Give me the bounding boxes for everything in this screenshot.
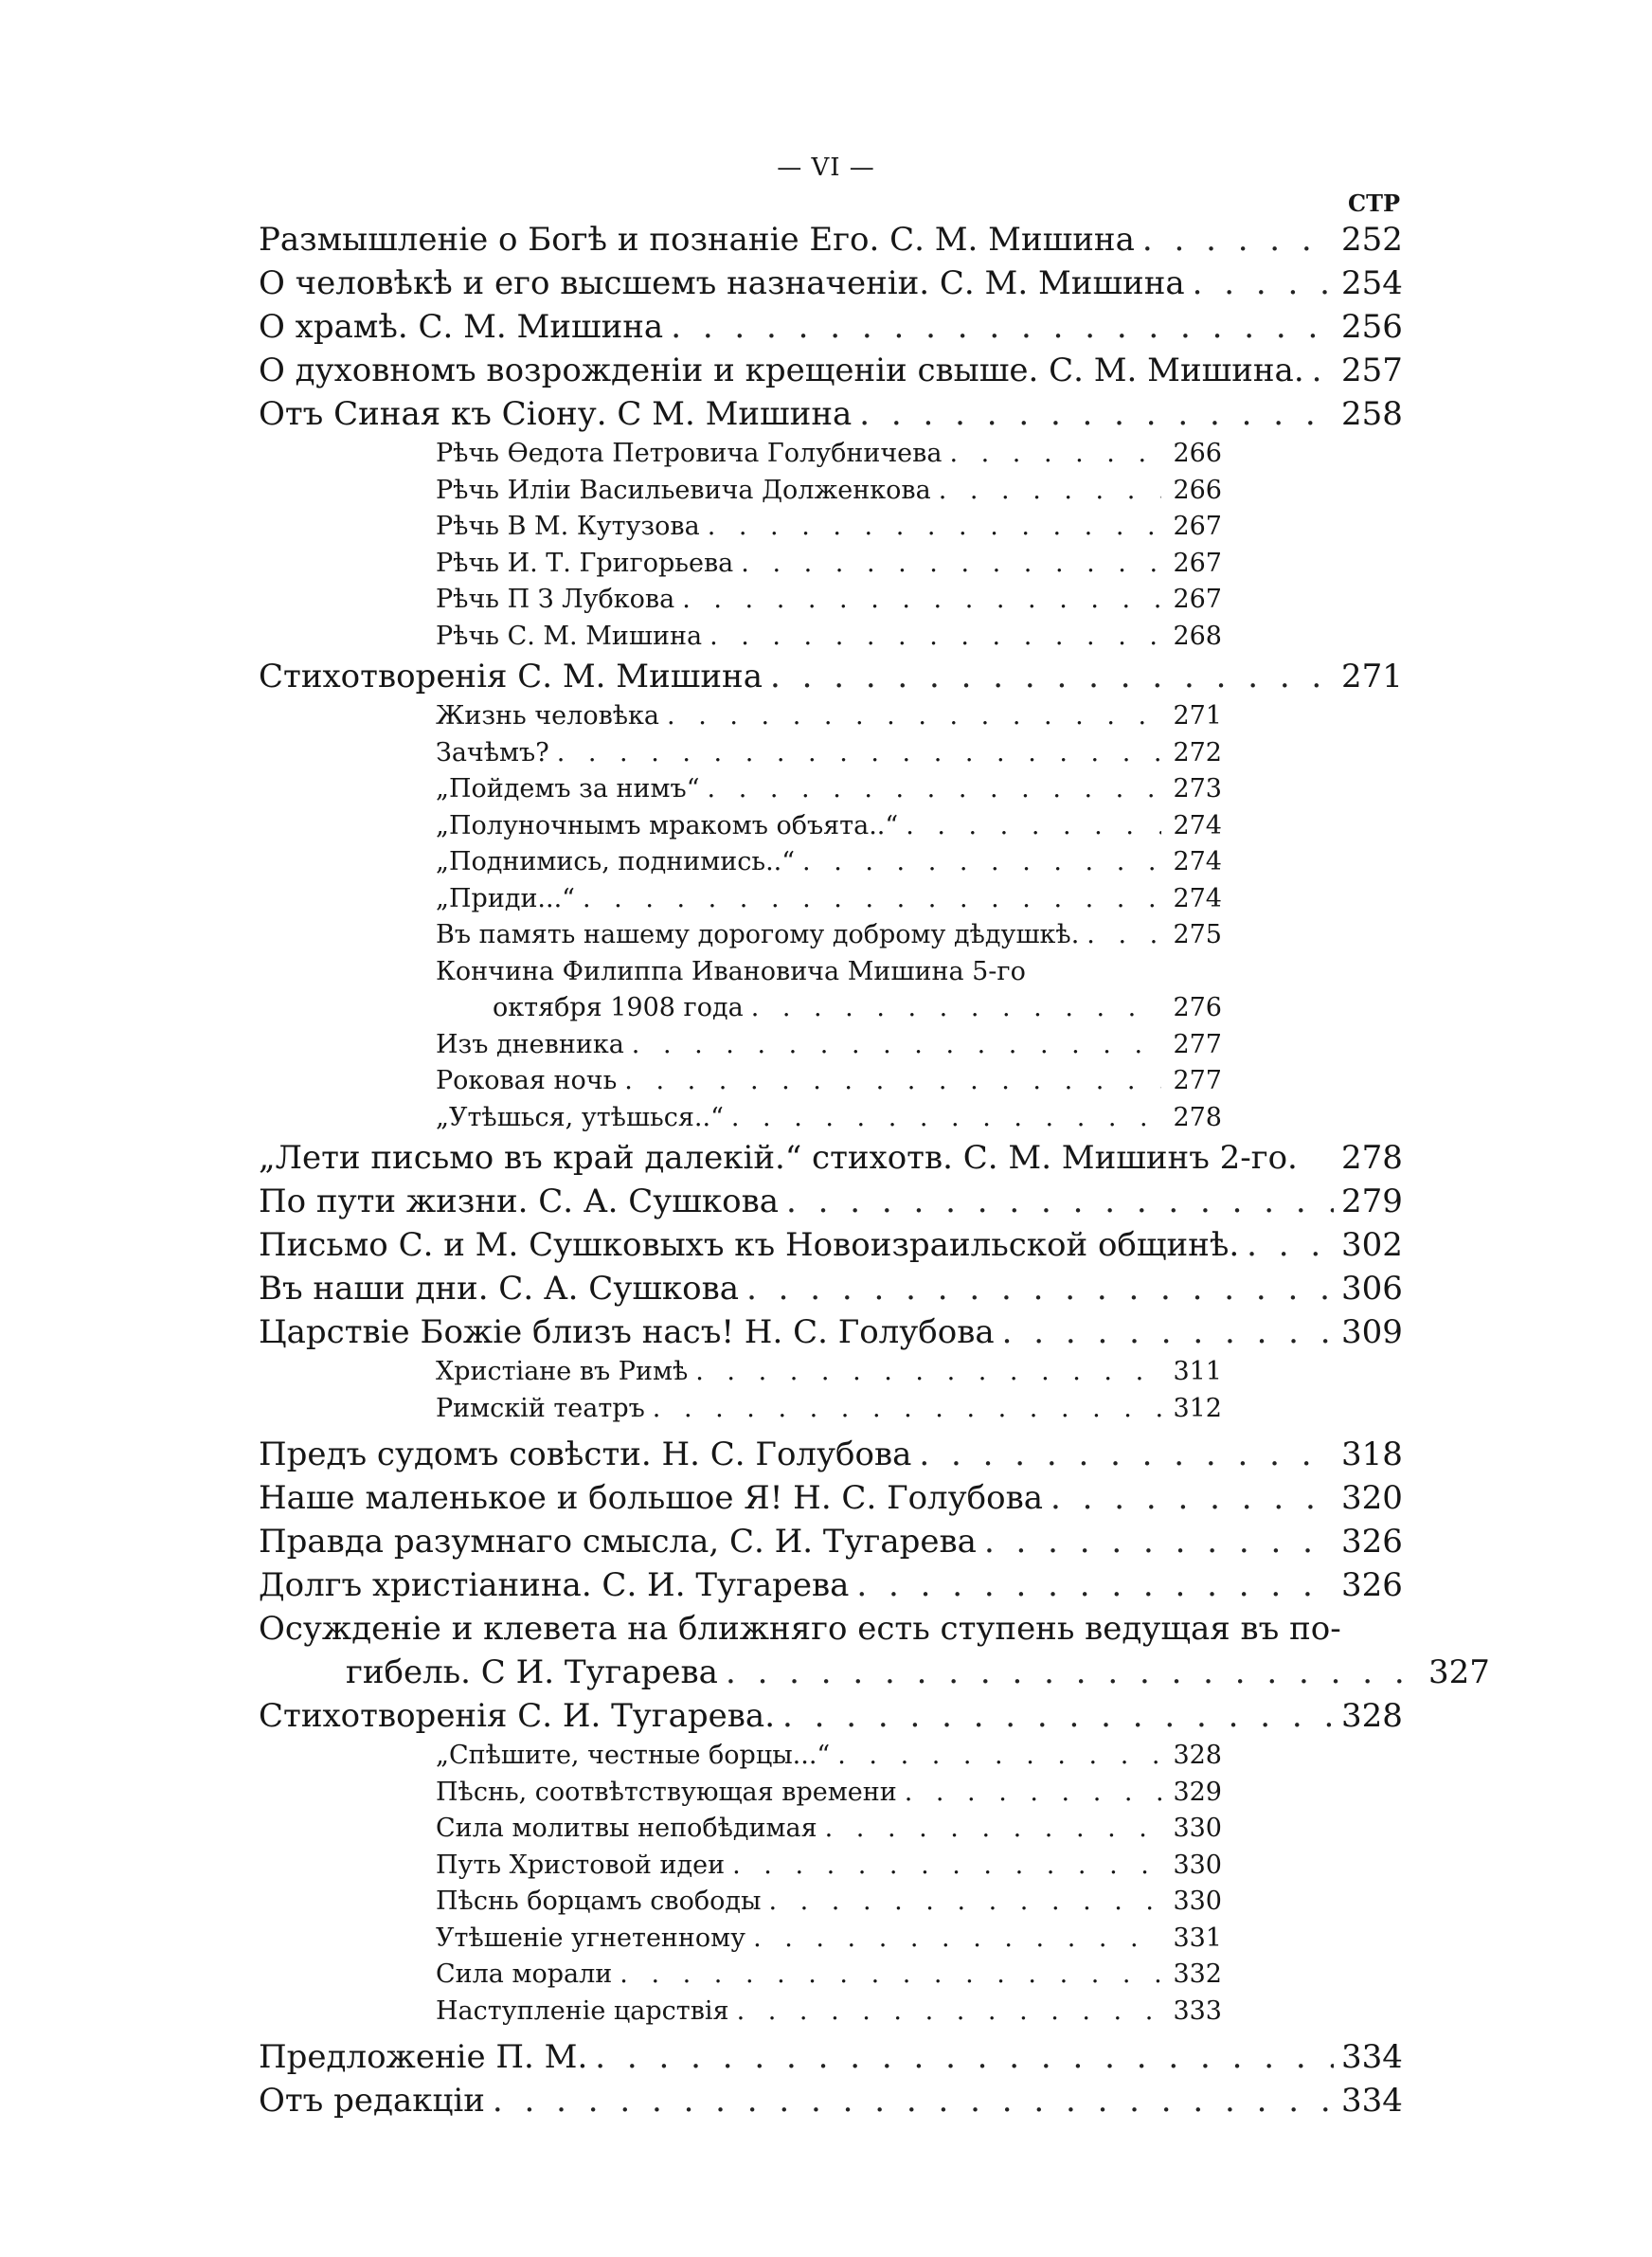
toc-entry: Осужденіе и клевета на ближняго есть ступень ведущая въ по- — [259, 1610, 1341, 1648]
toc-subentry: Сила молитвы непобѣдимая . . . 330 — [0, 1811, 1222, 1848]
toc-subentry: Рѣчь Иліи Васильевича Долженкова . . . 266 — [0, 473, 1222, 510]
toc-entry: О храмѣ. С. М. Мишина . . . 256 — [0, 305, 1400, 349]
toc-subentry: „Утѣшься, утѣшься..“ . . . 278 — [0, 1100, 1222, 1137]
toc-subentry: Зачѣмъ? . . . 272 — [0, 735, 1222, 772]
page-number: — VI — — [777, 153, 875, 182]
toc-entry: Размышленіе о Богѣ и познаніе Его. С. М. Мишина . . . 252 — [0, 218, 1400, 262]
toc-subentry: Рѣчь В М. Кутузова . . . 267 — [0, 509, 1222, 546]
toc-entry: Долгъ христіанина. С. И. Тугарева . . . 326 — [0, 1563, 1400, 1607]
toc-entry: Въ наши дни. С. А. Сушкова . . . 306 — [0, 1267, 1400, 1310]
page-column-label: СТР — [1347, 190, 1400, 217]
toc-subentry: Рѣчь П З Лубкова . . . 267 — [0, 582, 1222, 619]
toc-subentry: Римскій театръ . . . 312 — [0, 1391, 1222, 1428]
toc-subentry: Путь Христовой идеи . . . 330 — [0, 1848, 1222, 1885]
toc-entry: Предложеніе П. М. . . . 334 — [0, 2035, 1400, 2079]
toc-subentry: „Спѣшите, честные борцы...“ . . . 328 — [0, 1738, 1222, 1775]
toc-subentry: Рѣчь И. Т. Григорьева . . . 267 — [0, 546, 1222, 583]
toc-subentry: „Полуночнымъ мракомъ объята..“ . . . 274 — [0, 808, 1222, 845]
toc-subentry: Пѣснь борцамъ свободы . . . 330 — [0, 1884, 1222, 1921]
toc-subentry: „Приди...“ . . . 274 — [0, 881, 1222, 918]
toc-entry: Правда разумнаго смысла, С. И. Тугарева . . . 326 — [0, 1520, 1400, 1563]
toc-subentry: Кончина Филиппа Ивановича Мишина 5-го — [436, 956, 1026, 986]
toc-subentry: Жизнь человѣка . . . 271 — [0, 698, 1222, 735]
toc-entry: Стихотворенія С. И. Тугарева. . . . 328 — [0, 1694, 1400, 1738]
toc-subentry-continuation: октября 1908 года . . . 276 — [0, 990, 1222, 1027]
toc-entry: Отъ Синая къ Сіону. С М. Мишина . . . 258 — [0, 392, 1400, 436]
toc-entry: Письмо С. и М. Сушковыхъ къ Новоизраильской общинѣ. . . . 302 — [0, 1223, 1400, 1267]
toc-subentry: Рѣчь Ѳедота Петровича Голубничева . . . 266 — [0, 436, 1222, 473]
toc-entry: Предъ судомъ совѣсти. Н. С. Голубова . . . 318 — [0, 1433, 1400, 1476]
toc-entry: Стихотворенія С. М. Мишина . . . 271 — [0, 655, 1400, 698]
toc-entry: По пути жизни. С. А. Сушкова . . . 279 — [0, 1180, 1400, 1223]
toc-subentry: Въ память нашему дорогому доброму дѣдушкѣ. . . . 275 — [0, 917, 1222, 954]
toc-subentry: „Пойдемъ за нимъ“ . . . 273 — [0, 771, 1222, 808]
toc-entry: Отъ редакціи . . . 334 — [0, 2079, 1400, 2122]
toc-subentry: Сила морали . . . 332 — [0, 1957, 1222, 1994]
toc-subentry: Пѣснь, соотвѣтствующая времени . . . 329 — [0, 1775, 1222, 1812]
toc-entry: Наше маленькое и большое Я! Н. С. Голубова . . . 320 — [0, 1476, 1400, 1520]
toc-entry: „Лети письмо въ край далекій.“ стихотв. С. М. Мишинъ 2-го. 278 — [259, 1139, 1403, 1177]
toc-subentry: Рѣчь С. М. Мишина . . . 268 — [0, 619, 1222, 656]
toc-subentry: Изъ дневника . . . 277 — [0, 1027, 1222, 1064]
table-of-contents — [0, 218, 1652, 2122]
toc-subentry: Утѣшеніе угнетенному . . . 331 — [0, 1921, 1222, 1958]
toc-entry: О человѣкѣ и его высшемъ назначеніи. С. М. Мишина . . . 254 — [0, 262, 1400, 305]
toc-entry: Царствіе Божіе близъ насъ! Н. С. Голубова . . . 309 — [0, 1310, 1400, 1354]
toc-subentry: „Поднимись, поднимись..“ . . . 274 — [0, 844, 1222, 881]
toc-subentry: Роковая ночь . . . 277 — [0, 1063, 1222, 1100]
toc-entry-continuation: гибель. С И. Тугарева . . . 327 — [0, 1651, 1487, 1694]
toc-subentry: Христіане въ Римѣ . . . 311 — [0, 1354, 1222, 1391]
toc-entry: О духовномъ возрожденіи и крещеніи свыше. С. М. Мишина. . . . 257 — [0, 349, 1400, 392]
toc-subentry: Наступленіе царствія . . . 333 — [0, 1994, 1222, 2031]
